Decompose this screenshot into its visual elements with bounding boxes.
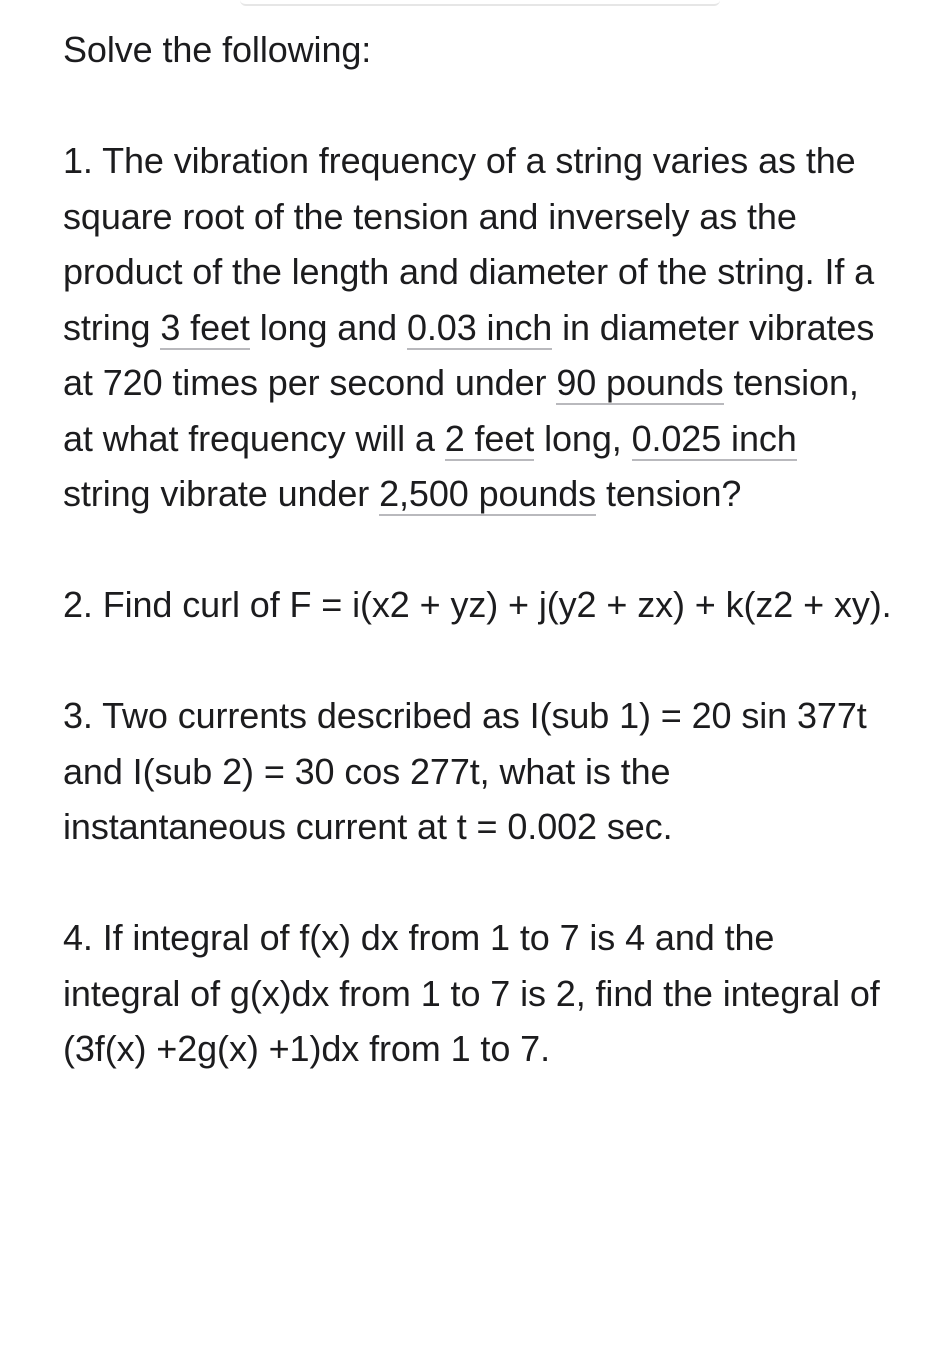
- problem-1-link-0-025-inch[interactable]: 0.025 inch: [631, 417, 797, 459]
- problem-3: 3. Two currents described as I(sub 1) = 20 sin 377t and I(sub 2) = 30 cos 277t, what is the instantaneous current at t = 0.002 sec.: [63, 695, 867, 847]
- problem-1-text-g: tension?: [596, 473, 742, 514]
- note-title: Solve the following:: [63, 29, 372, 70]
- problem-1-text-c: in diameter vibrates at 720 times per second under: [63, 306, 875, 403]
- problem-1-link-90-pounds[interactable]: 90 pounds: [556, 362, 724, 403]
- problem-1-link-0-03-inch[interactable]: 0.03 inch: [406, 306, 553, 348]
- problem-1-text-e: long,: [534, 417, 632, 459]
- problem-2: 2. Find curl of F = i(x2 + yz) + j(y2 + zx) + k(z2 + xy).: [63, 584, 892, 625]
- cropped-top-element: [240, 0, 720, 6]
- problem-1-link-2-feet[interactable]: 2 feet: [444, 417, 535, 459]
- problem-1-link-2500-pounds[interactable]: 2,500 pounds: [379, 473, 597, 514]
- problem-1-text-b: long and: [249, 306, 407, 348]
- problem-4: 4. If integral of f(x) dx from 1 to 7 is 4 and the integral of g(x)dx from 1 to 7 is 2, find the integral of (3f(x) +2g(x) +1)dx from 1 to 7.: [63, 917, 880, 1069]
- problem-1-text-f: string vibrate under: [63, 473, 380, 514]
- problem-1-link-3-feet[interactable]: 3 feet: [160, 306, 250, 348]
- problem-1-text-d: tension, at what frequency will a: [63, 362, 859, 459]
- problem-1-text-a: 1. The vibration frequency of a string varies as the square root of the tension and inversely as the product of the length and diameter of the string. If a string: [63, 140, 875, 348]
- problem-1: [63, 133, 893, 522]
- note-body: [63, 22, 893, 1132]
